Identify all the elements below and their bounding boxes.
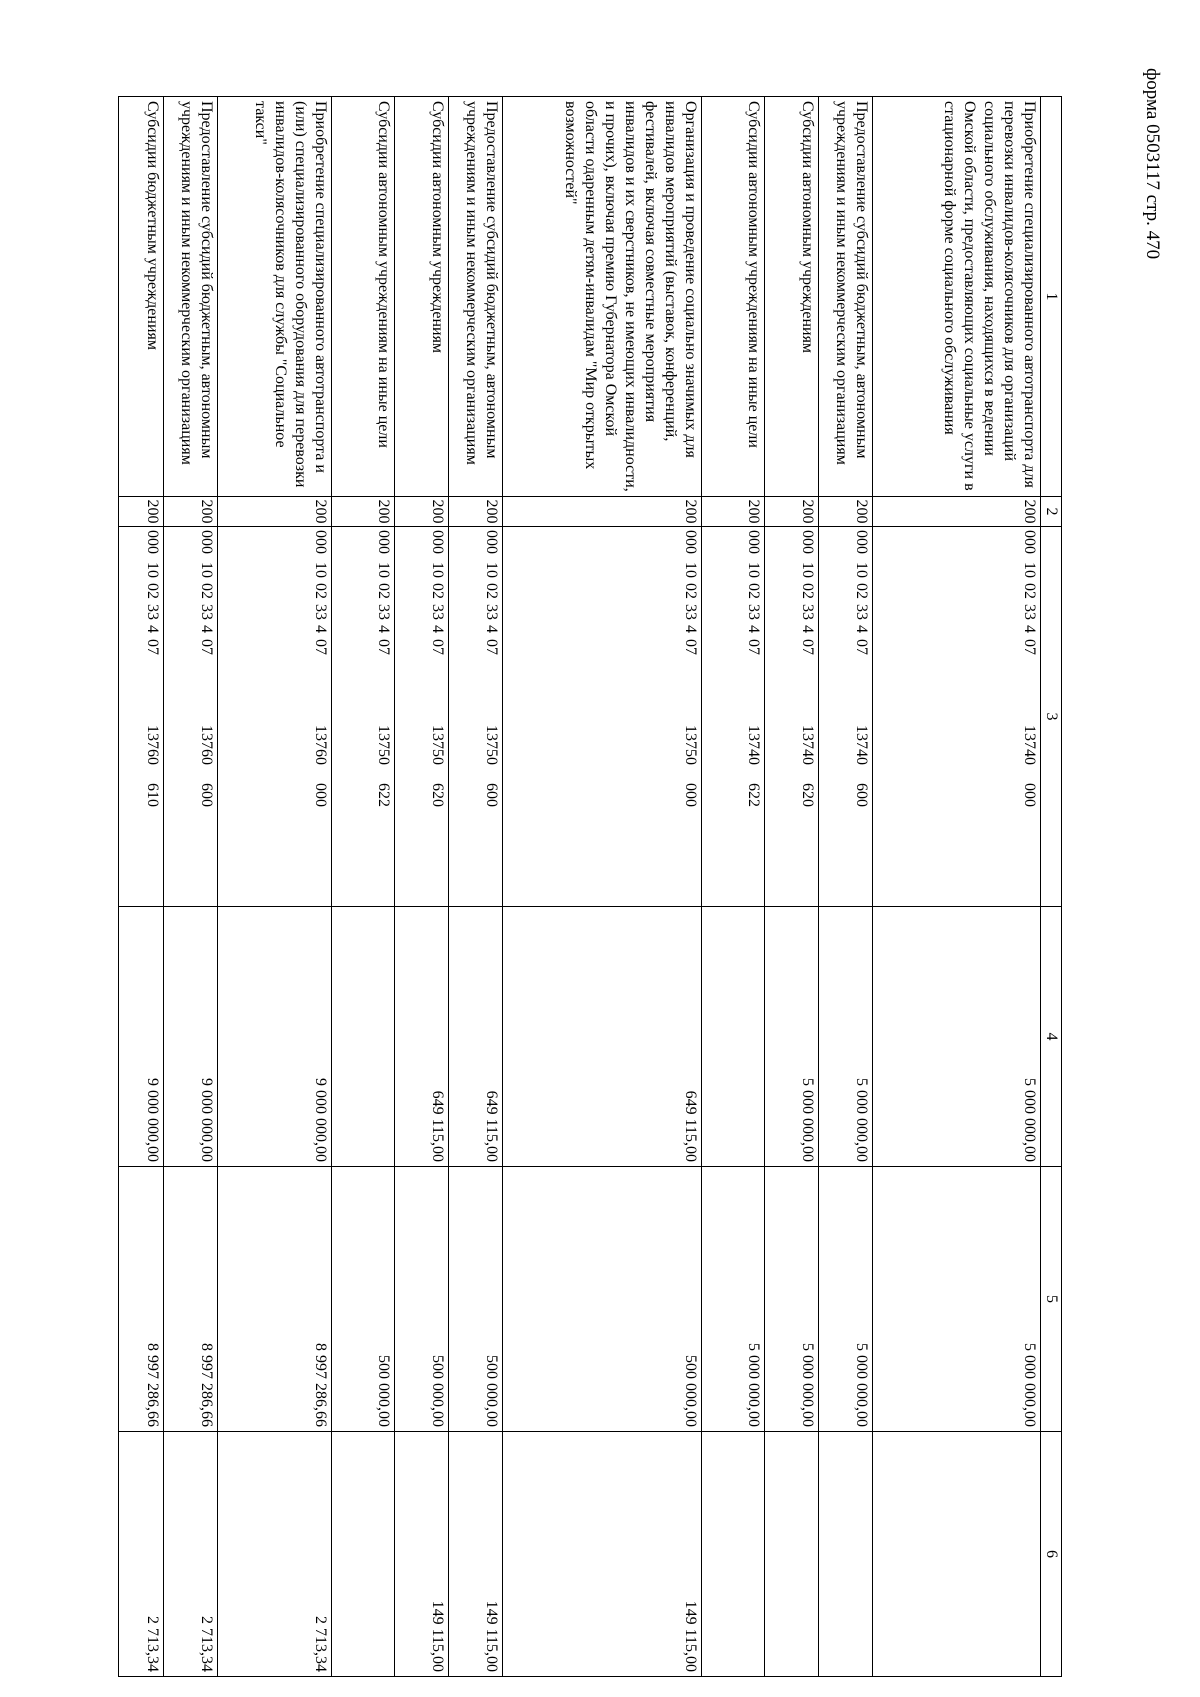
budget-classification-code: 00010023340713750600 — [448, 527, 502, 907]
table-row — [818, 97, 872, 1677]
column-number: 2 — [1041, 497, 1062, 527]
line-code: 200 — [702, 497, 765, 527]
indicator-name: Организация и проведение социально значимых для инвалидов мероприятий (выставок, конференций, фестивалей, включая совместные мероприятия инвалидов и их сверстников, не имеющих инвалидности, и прочих), включая премию Губернатора Омской области одаренным детям-инвалидам "Мир открытых возможностей" — [502, 97, 702, 497]
table-row — [765, 97, 819, 1677]
approved-amount: 5 000 000,00 — [818, 907, 872, 1167]
budget-classification-code: 00010023340713740600 — [818, 527, 872, 907]
budget-classification-code: 00010023340713760610 — [119, 527, 164, 907]
approved-amount: 9 000 000,00 — [163, 907, 217, 1167]
table-row — [332, 97, 395, 1677]
table-row — [702, 97, 765, 1677]
line-code: 200 — [502, 497, 702, 527]
budget-classification-code: 00010023340713760600 — [163, 527, 217, 907]
executed-amount: 8 997 286,66 — [217, 1167, 331, 1432]
table-row — [395, 97, 449, 1677]
unexecuted-amount: 149 115,00 — [502, 1432, 702, 1677]
unexecuted-amount: 149 115,00 — [395, 1432, 449, 1677]
budget-execution-table — [118, 96, 1062, 1677]
budget-classification-code: 00010023340713750000 — [502, 527, 702, 907]
form-page-label: форма 0503117 стр. 470 — [1142, 68, 1163, 260]
unexecuted-amount — [332, 1432, 395, 1677]
executed-amount: 5 000 000,00 — [872, 1167, 1040, 1432]
line-code: 200 — [163, 497, 217, 527]
table-row — [502, 97, 702, 1677]
budget-classification-code: 00010023340713750622 — [332, 527, 395, 907]
line-code: 200 — [818, 497, 872, 527]
line-code: 200 — [872, 497, 1040, 527]
approved-amount: 649 115,00 — [502, 907, 702, 1167]
line-code: 200 — [448, 497, 502, 527]
indicator-name: Приобретение специализированного автотранспорта для перевозки инвалидов-колясочников для организаций социального обслуживания, находящихся в ведении Омской области, предоставляющих социальные услуги в стационарной форме социального обслуживания — [872, 97, 1040, 497]
column-number-row — [1041, 97, 1062, 1677]
rotated-page — [118, 96, 1062, 1676]
unexecuted-amount: 149 115,00 — [448, 1432, 502, 1677]
unexecuted-amount: 2 713,34 — [163, 1432, 217, 1677]
approved-amount: 5 000 000,00 — [872, 907, 1040, 1167]
budget-classification-code: 00010023340713750620 — [395, 527, 449, 907]
executed-amount: 500 000,00 — [395, 1167, 449, 1432]
table-row — [163, 97, 217, 1677]
line-code: 200 — [119, 497, 164, 527]
line-code: 200 — [765, 497, 819, 527]
executed-amount: 500 000,00 — [448, 1167, 502, 1432]
column-number: 3 — [1041, 527, 1062, 907]
approved-amount: 9 000 000,00 — [119, 907, 164, 1167]
table-row — [119, 97, 164, 1677]
executed-amount: 8 997 286,66 — [119, 1167, 164, 1432]
unexecuted-amount — [872, 1432, 1040, 1677]
approved-amount — [702, 907, 765, 1167]
indicator-name: Субсидии автономным учреждениям — [765, 97, 819, 497]
unexecuted-amount — [765, 1432, 819, 1677]
executed-amount: 8 997 286,66 — [163, 1167, 217, 1432]
table-row — [872, 97, 1040, 1677]
column-number: 1 — [1041, 97, 1062, 497]
approved-amount: 649 115,00 — [448, 907, 502, 1167]
budget-classification-code: 00010023340713740620 — [765, 527, 819, 907]
indicator-name: Предоставление субсидий бюджетным, автономным учреждениям и иным некоммерческим организациям — [448, 97, 502, 497]
column-number: 4 — [1041, 907, 1062, 1167]
table-row — [448, 97, 502, 1677]
table-row — [217, 97, 331, 1677]
indicator-name: Субсидии бюджетным учреждениям — [119, 97, 164, 497]
executed-amount: 500 000,00 — [502, 1167, 702, 1432]
column-number: 6 — [1041, 1432, 1062, 1677]
unexecuted-amount — [702, 1432, 765, 1677]
executed-amount: 5 000 000,00 — [818, 1167, 872, 1432]
budget-classification-code: 00010023340713760000 — [217, 527, 331, 907]
indicator-name: Субсидии автономным учреждениям — [395, 97, 449, 497]
executed-amount: 500 000,00 — [332, 1167, 395, 1432]
budget-classification-code: 00010023340713740000 — [872, 527, 1040, 907]
indicator-name: Предоставление субсидий бюджетным, автономным учреждениям и иным некоммерческим организациям — [818, 97, 872, 497]
indicator-name: Субсидии автономным учреждениям на иные цели — [702, 97, 765, 497]
approved-amount: 9 000 000,00 — [217, 907, 331, 1167]
approved-amount — [332, 907, 395, 1167]
indicator-name: Приобретение специализированного автотранспорта и (или) специализированного оборудования для перевозки инвалидов-колясочников для службы "Социальное такси" — [217, 97, 331, 497]
unexecuted-amount: 2 713,34 — [217, 1432, 331, 1677]
executed-amount: 5 000 000,00 — [765, 1167, 819, 1432]
approved-amount: 649 115,00 — [395, 907, 449, 1167]
approved-amount: 5 000 000,00 — [765, 907, 819, 1167]
indicator-name: Предоставление субсидий бюджетным, автономным учреждениям и иным некоммерческим организациям — [163, 97, 217, 497]
unexecuted-amount: 2 713,34 — [119, 1432, 164, 1677]
line-code: 200 — [217, 497, 331, 527]
indicator-name: Субсидии автономным учреждениям на иные цели — [332, 97, 395, 497]
unexecuted-amount — [818, 1432, 872, 1677]
line-code: 200 — [332, 497, 395, 527]
executed-amount: 5 000 000,00 — [702, 1167, 765, 1432]
line-code: 200 — [395, 497, 449, 527]
column-number: 5 — [1041, 1167, 1062, 1432]
budget-classification-code: 00010023340713740622 — [702, 527, 765, 907]
